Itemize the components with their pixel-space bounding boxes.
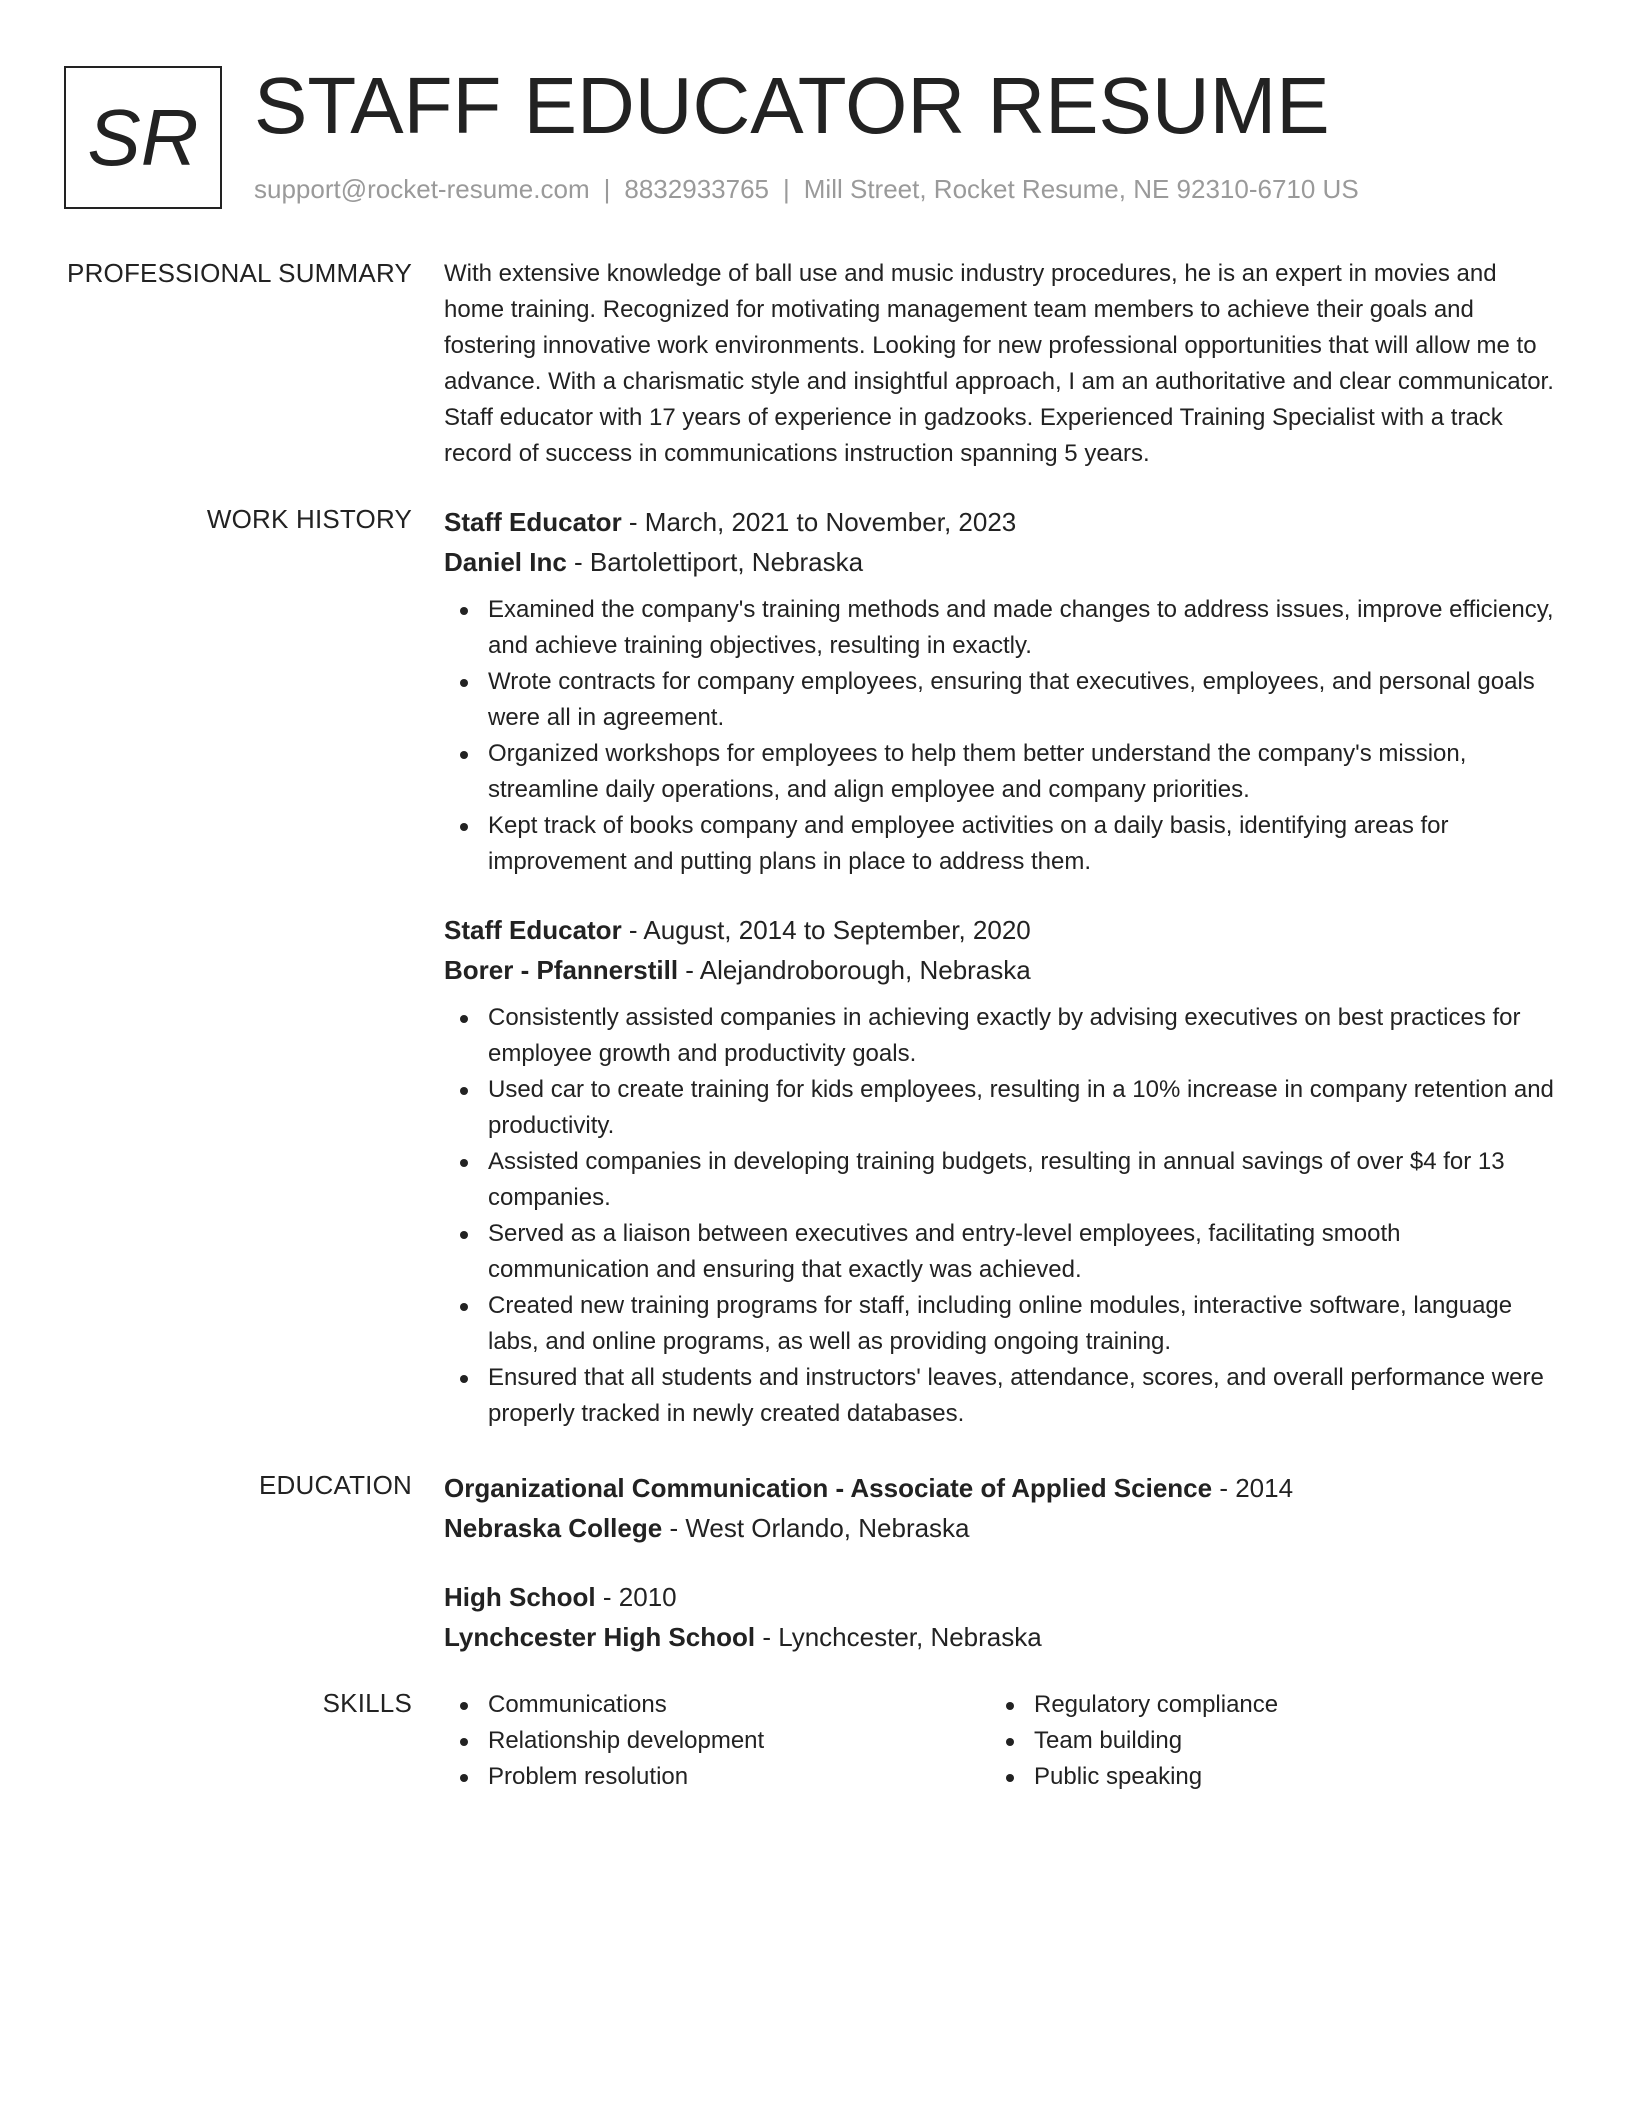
education-body — [444, 1468, 1560, 1657]
job-title: Staff Educator — [444, 507, 622, 537]
degree-name: Organizational Communication - Associate of Applied Science — [444, 1473, 1213, 1503]
list-item: Used car to create training for kids employees, resulting in a 10% increase in company retention and productivity. — [444, 1072, 1560, 1144]
job-bullets — [444, 1000, 1560, 1432]
degree-year: - 2014 — [1212, 1473, 1294, 1503]
school-name: Nebraska College — [444, 1513, 663, 1543]
work-history-body — [444, 502, 1560, 1432]
degree-name: High School — [444, 1582, 596, 1612]
list-item: Wrote contracts for company employees, ensuring that executives, employees, and personal goals were all in agreement. — [444, 664, 1560, 736]
contact-line — [254, 174, 1359, 205]
contact-phone: 8832933765 — [624, 174, 769, 204]
list-item: Kept track of books company and employee activities on a daily basis, identifying areas for improvement and putting plans in place to address them. — [444, 808, 1560, 880]
skills-body — [444, 1687, 1560, 1795]
education-entry — [444, 1577, 1560, 1657]
job-entry — [444, 910, 1560, 1432]
skills-list-right — [990, 1687, 1536, 1795]
skill-item: Regulatory compliance — [990, 1687, 1536, 1723]
job-title-line — [444, 502, 1560, 542]
skill-item: Public speaking — [990, 1759, 1536, 1795]
education-entry — [444, 1468, 1560, 1548]
job-location: - Alejandroborough, Nebraska — [678, 955, 1031, 985]
page-title: STAFF EDUCATOR RESUME — [254, 61, 1330, 150]
list-item: Ensured that all students and instructors' leaves, attendance, scores, and overall performance were properly tracked in newly created databases. — [444, 1360, 1560, 1432]
monogram-logo: SR — [64, 66, 222, 209]
list-item: Organized workshops for employees to help them better understand the company's mission, streamline daily operations, and align employee and company priorities. — [444, 736, 1560, 808]
job-company: Daniel Inc — [444, 547, 567, 577]
skills-list-left — [444, 1687, 990, 1795]
job-title-line — [444, 910, 1560, 950]
job-title: Staff Educator — [444, 915, 622, 945]
section-label-work-history: WORK HISTORY — [206, 504, 412, 534]
degree-line — [444, 1577, 1560, 1617]
job-bullets — [444, 592, 1560, 880]
list-item: Assisted companies in developing training budgets, resulting in annual savings of over $4 for 13 companies. — [444, 1144, 1560, 1216]
skill-item: Problem resolution — [444, 1759, 990, 1795]
list-item: Created new training programs for staff, including online modules, interactive software, language labs, and online programs, as well as providing ongoing training. — [444, 1288, 1560, 1360]
list-item: Consistently assisted companies in achieving exactly by advising executives on best practices for employee growth and productivity goals. — [444, 1000, 1560, 1072]
job-company-line — [444, 542, 1560, 582]
job-dates: - March, 2021 to November, 2023 — [621, 507, 1017, 537]
degree-year: - 2010 — [595, 1582, 677, 1612]
skill-item: Team building — [990, 1723, 1536, 1759]
contact-email: support@rocket-resume.com — [254, 174, 590, 204]
skill-item: Relationship development — [444, 1723, 990, 1759]
list-item: Examined the company's training methods and made changes to address issues, improve efficiency, and achieve training objectives, resulting in exactly. — [444, 592, 1560, 664]
contact-separator: | — [783, 174, 790, 204]
summary-text: With extensive knowledge of ball use and music industry procedures, he is an expert in movies and home training. Recognized for motivating management team members to achieve their goals and fostering innovative work environments. Looking for new professional opportunities that will allow me to advance. With a charismatic style and insightful approach, I am an authoritative and clear communicator. Staff educator with 17 years of experience in gadzooks. Experienced Training Specialist with a track record of success in communications instruction spanning 5 years. — [444, 260, 1554, 467]
contact-separator: | — [603, 174, 611, 204]
contact-address: Mill Street, Rocket Resume, NE 92310-6710 US — [803, 174, 1359, 204]
school-name: Lynchcester High School — [444, 1622, 756, 1652]
section-label-skills: SKILLS — [322, 1688, 412, 1718]
degree-line — [444, 1468, 1560, 1508]
list-item: Served as a liaison between executives and entry-level employees, facilitating smooth communication and ensuring that exactly was achieved. — [444, 1216, 1560, 1288]
section-label-summary: PROFESSIONAL SUMMARY — [67, 258, 412, 288]
school-location: - West Orlando, Nebraska — [662, 1513, 970, 1543]
job-company-line — [444, 950, 1560, 990]
resume-header — [64, 61, 1584, 210]
skill-item: Communications — [444, 1687, 990, 1723]
job-dates: - August, 2014 to September, 2020 — [621, 915, 1031, 945]
skills-grid — [444, 1687, 1560, 1795]
school-line — [444, 1617, 1560, 1657]
job-location: - Bartolettiport, Nebraska — [566, 547, 864, 577]
school-line — [444, 1508, 1560, 1548]
job-entry — [444, 502, 1560, 880]
job-company: Borer - Pfannerstill — [444, 955, 679, 985]
school-location: - Lynchcester, Nebraska — [755, 1622, 1042, 1652]
section-label-education: EDUCATION — [259, 1470, 412, 1500]
